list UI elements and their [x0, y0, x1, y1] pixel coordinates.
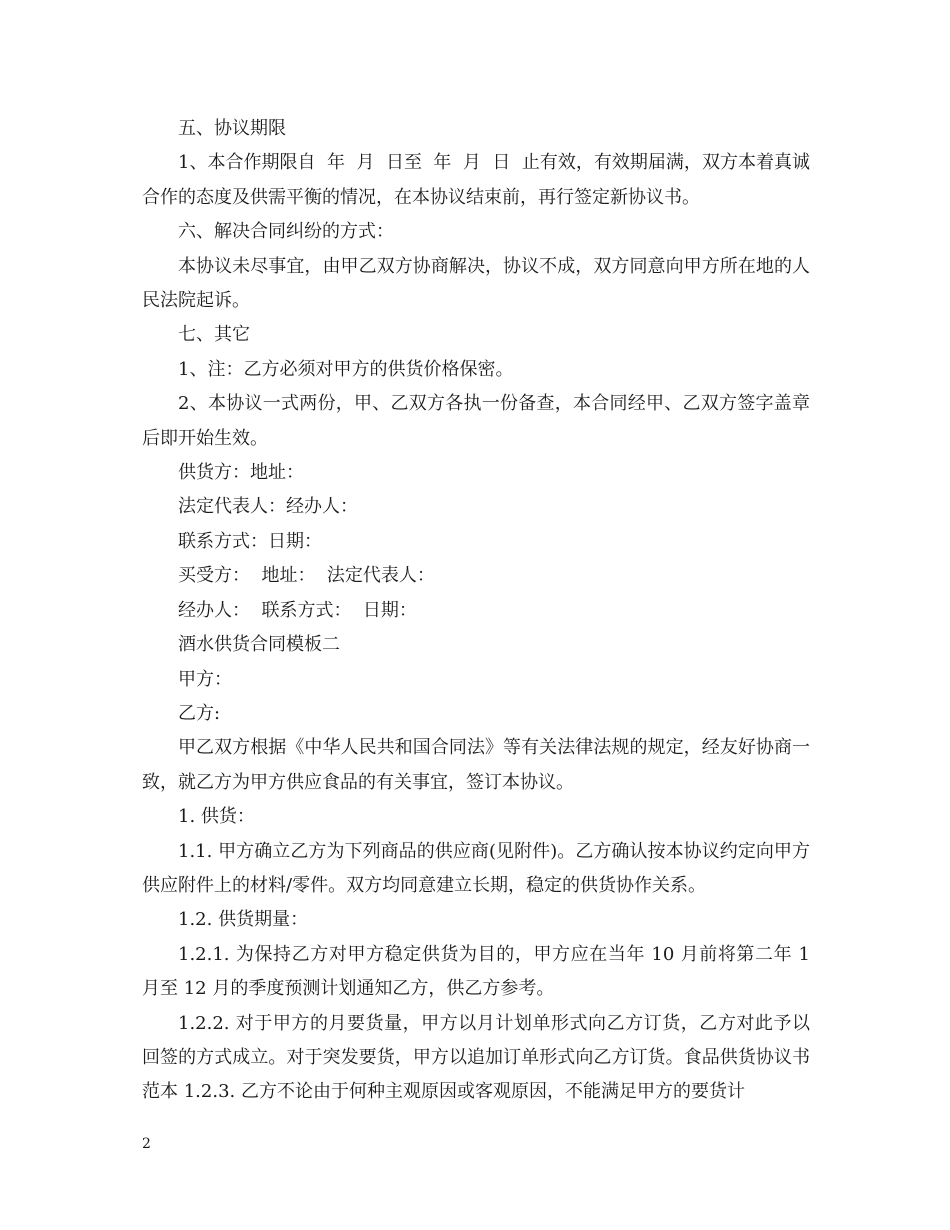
- signature-line: 联系方式：日期：: [178, 530, 322, 552]
- clause-heading: 1.2. 供货期量：: [178, 909, 309, 931]
- party-line: 甲方：: [178, 668, 232, 690]
- clause: 1.2.1. 为保持乙方对甲方稳定供货为目的，甲方应在当年 10 月前将第二年 1 月至 12 月的季度预测计划通知乙方，供乙方参考。: [142, 943, 816, 1000]
- section-heading: 五、协议期限: [178, 118, 286, 139]
- clause-heading: 1. 供货：: [178, 806, 255, 828]
- signature-line: 供货方：地址：: [178, 462, 304, 484]
- paragraph: 1、本合作期限自 年 月 日至 年 月 日 止有效，有效期届满，双方本着真诚合作的态度及供需平衡的情况，在本协议结束前，再行签定新协议书。: [142, 152, 810, 208]
- signature-line: 法定代表人：经办人：: [178, 496, 358, 518]
- signature-line: 经办人： 联系方式： 日期：: [178, 599, 417, 621]
- paragraph: 2、本协议一式两份，甲、乙双方各执一份备查，本合同经甲、乙双方签字盖章后即开始生效。: [142, 393, 810, 449]
- document-body: [142, 112, 816, 1110]
- party-line: 乙方:: [178, 702, 221, 724]
- signature-line: 买受方： 地址： 法定代表人：: [178, 565, 435, 587]
- page-number: 2: [142, 1136, 151, 1152]
- section-heading: 六、解决合同纠纷的方式：: [178, 221, 394, 243]
- clause: 1.1. 甲方确立乙方为下列商品的供应商(见附件)。乙方确认按本协议约定向甲方供应附件上的材料/零件。双方均同意建立长期，稳定的供货协作关系。: [142, 840, 810, 896]
- section-heading: 七、其它: [178, 324, 250, 346]
- paragraph: 1、注：乙方必须对甲方的供货价格保密。: [178, 358, 514, 380]
- clause: 1.2.2. 对于甲方的月要货量，甲方以月计划单形式向乙方订货，乙方对此予以回签的方式成立。对于突发要货，甲方以追加订单形式向乙方订货。食品供货协议书范本 1.2.3. 乙方不论由于何种主观原因或客观原因，不能满足甲方的要货计: [142, 1012, 810, 1103]
- document-subtitle: 酒水供货合同模板二: [178, 634, 340, 656]
- paragraph: 本协议未尽事宜，由甲乙双方协商解决，协议不成，双方同意向甲方所在地的人民法院起诉。: [142, 255, 810, 312]
- paragraph: 甲乙双方根据《中华人民共和国合同法》等有关法律法规的规定，经友好协商一致，就乙方为甲方供应食品的有关事宜，签订本协议。: [142, 737, 810, 793]
